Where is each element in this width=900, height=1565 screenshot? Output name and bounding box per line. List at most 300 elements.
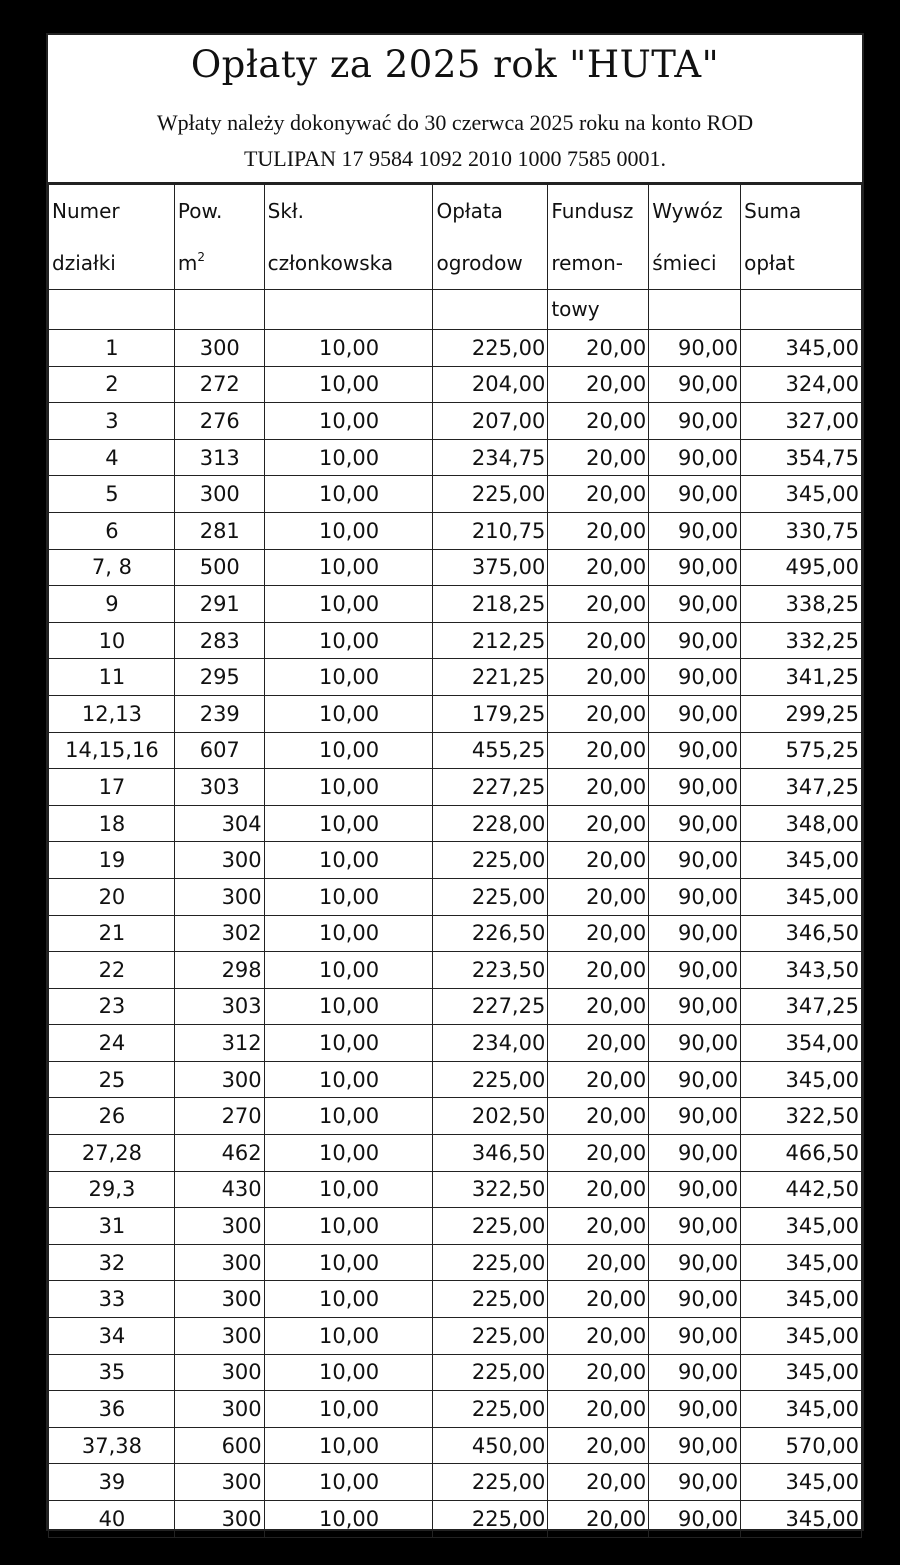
cell-skl: 10,00 — [264, 1171, 433, 1208]
cell-suma: 345,00 — [741, 330, 862, 367]
table-row — [49, 695, 862, 732]
cell-oplata: 225,00 — [433, 330, 548, 367]
cell-skl: 10,00 — [264, 330, 433, 367]
cell-numer: 1 — [49, 330, 175, 367]
table-row — [49, 769, 862, 806]
cell-wywoz: 90,00 — [649, 1244, 741, 1281]
cell-wywoz: 90,00 — [649, 732, 741, 769]
cell-skl: 10,00 — [264, 878, 433, 915]
header-fundusz — [548, 185, 649, 290]
header-wywoz-line1: Wywóz — [652, 199, 723, 223]
cell-fundusz: 20,00 — [548, 1135, 649, 1172]
cell-pow: 300 — [174, 1281, 264, 1318]
cell-wywoz: 90,00 — [649, 988, 741, 1025]
cell-suma: 345,00 — [741, 1501, 862, 1538]
cell-numer: 7, 8 — [49, 549, 175, 586]
cell-skl: 10,00 — [264, 988, 433, 1025]
cell-oplata: 346,50 — [433, 1135, 548, 1172]
cell-pow: 300 — [174, 1318, 264, 1355]
table-row — [49, 1464, 862, 1501]
cell-pow: 270 — [174, 1098, 264, 1135]
table-row — [49, 1281, 862, 1318]
cell-oplata: 225,00 — [433, 1061, 548, 1098]
header-wywoz-line2: śmieci — [652, 251, 717, 275]
cell-suma: 466,50 — [741, 1135, 862, 1172]
table-row — [49, 1244, 862, 1281]
header-blank — [433, 290, 548, 330]
cell-skl: 10,00 — [264, 769, 433, 806]
cell-pow: 300 — [174, 1464, 264, 1501]
cell-numer: 33 — [49, 1281, 175, 1318]
cell-skl: 10,00 — [264, 1464, 433, 1501]
cell-suma: 347,25 — [741, 769, 862, 806]
cell-wywoz: 90,00 — [649, 512, 741, 549]
cell-numer: 27,28 — [49, 1135, 175, 1172]
cell-suma: 347,25 — [741, 988, 862, 1025]
cell-fundusz: 20,00 — [548, 330, 649, 367]
table-row — [49, 952, 862, 989]
cell-wywoz: 90,00 — [649, 659, 741, 696]
table-row — [49, 915, 862, 952]
cell-wywoz: 90,00 — [649, 769, 741, 806]
cell-pow: 300 — [174, 1391, 264, 1428]
table-row — [49, 805, 862, 842]
cell-skl: 10,00 — [264, 1208, 433, 1245]
cell-oplata: 234,75 — [433, 439, 548, 476]
cell-pow: 300 — [174, 1354, 264, 1391]
cell-wywoz: 90,00 — [649, 1391, 741, 1428]
cell-wywoz: 90,00 — [649, 805, 741, 842]
fees-table — [48, 184, 862, 1538]
cell-oplata: 450,00 — [433, 1427, 548, 1464]
cell-numer: 18 — [49, 805, 175, 842]
payment-instructions-line1: Wpłaty należy dokonywać do 30 czerwca 2025 roku na konto ROD — [156, 110, 754, 135]
header-fundusz-line3: towy — [548, 290, 649, 330]
cell-fundusz: 20,00 — [548, 366, 649, 403]
cell-wywoz: 90,00 — [649, 1464, 741, 1501]
header-oplata-line1: Opłata — [436, 199, 503, 223]
cell-pow: 272 — [174, 366, 264, 403]
cell-pow: 298 — [174, 952, 264, 989]
payment-instructions — [48, 105, 862, 177]
cell-skl: 10,00 — [264, 1354, 433, 1391]
cell-wywoz: 90,00 — [649, 1025, 741, 1062]
cell-suma: 345,00 — [741, 1318, 862, 1355]
cell-skl: 10,00 — [264, 476, 433, 513]
cell-wywoz: 90,00 — [649, 366, 741, 403]
cell-pow: 303 — [174, 769, 264, 806]
cell-wywoz: 90,00 — [649, 842, 741, 879]
header-numer-line2: działki — [52, 251, 116, 275]
cell-fundusz: 20,00 — [548, 1098, 649, 1135]
cell-fundusz: 20,00 — [548, 1464, 649, 1501]
cell-wywoz: 90,00 — [649, 695, 741, 732]
cell-skl: 10,00 — [264, 659, 433, 696]
table-row — [49, 403, 862, 440]
cell-oplata: 227,25 — [433, 769, 548, 806]
cell-pow: 430 — [174, 1171, 264, 1208]
cell-pow: 304 — [174, 805, 264, 842]
header-skl-line2: członkowska — [267, 251, 394, 275]
cell-pow: 300 — [174, 1501, 264, 1538]
header-skl-line1: Skł. — [267, 199, 304, 223]
cell-numer: 21 — [49, 915, 175, 952]
table-row — [49, 1135, 862, 1172]
cell-skl: 10,00 — [264, 842, 433, 879]
cell-numer: 39 — [49, 1464, 175, 1501]
cell-suma: 442,50 — [741, 1171, 862, 1208]
cell-fundusz: 20,00 — [548, 1208, 649, 1245]
cell-wywoz: 90,00 — [649, 1318, 741, 1355]
cell-numer: 10 — [49, 622, 175, 659]
payment-instructions-line2: TULIPAN 17 9584 1092 2010 1000 7585 0001. — [243, 146, 667, 171]
cell-pow: 300 — [174, 476, 264, 513]
cell-oplata: 225,00 — [433, 1354, 548, 1391]
cell-suma: 345,00 — [741, 1244, 862, 1281]
title-block — [48, 35, 862, 184]
cell-fundusz: 20,00 — [548, 1391, 649, 1428]
table-row — [49, 1318, 862, 1355]
cell-skl: 10,00 — [264, 952, 433, 989]
cell-wywoz: 90,00 — [649, 1354, 741, 1391]
header-oplata — [433, 185, 548, 290]
cell-suma: 345,00 — [741, 842, 862, 879]
header-pow-unit-exp: 2 — [197, 250, 205, 264]
cell-oplata: 225,00 — [433, 1464, 548, 1501]
cell-suma: 346,50 — [741, 915, 862, 952]
header-suma-line2: opłat — [744, 251, 795, 275]
table-row — [49, 1098, 862, 1135]
cell-wywoz: 90,00 — [649, 1098, 741, 1135]
cell-skl: 10,00 — [264, 366, 433, 403]
cell-numer: 6 — [49, 512, 175, 549]
cell-skl: 10,00 — [264, 403, 433, 440]
table-row — [49, 988, 862, 1025]
cell-suma: 338,25 — [741, 586, 862, 623]
cell-fundusz: 20,00 — [548, 988, 649, 1025]
header-blank — [264, 290, 433, 330]
cell-oplata: 225,00 — [433, 842, 548, 879]
cell-numer: 29,3 — [49, 1171, 175, 1208]
cell-suma: 354,75 — [741, 439, 862, 476]
table-row — [49, 586, 862, 623]
cell-wywoz: 90,00 — [649, 1427, 741, 1464]
cell-oplata: 179,25 — [433, 695, 548, 732]
header-row-2 — [49, 290, 862, 330]
cell-numer: 34 — [49, 1318, 175, 1355]
cell-fundusz: 20,00 — [548, 1318, 649, 1355]
cell-oplata: 218,25 — [433, 586, 548, 623]
cell-fundusz: 20,00 — [548, 1281, 649, 1318]
cell-fundusz: 20,00 — [548, 586, 649, 623]
cell-wywoz: 90,00 — [649, 1281, 741, 1318]
cell-fundusz: 20,00 — [548, 1354, 649, 1391]
cell-pow: 300 — [174, 1061, 264, 1098]
cell-suma: 299,25 — [741, 695, 862, 732]
cell-numer: 19 — [49, 842, 175, 879]
table-row — [49, 1171, 862, 1208]
table-row — [49, 878, 862, 915]
table-row — [49, 1354, 862, 1391]
cell-suma: 324,00 — [741, 366, 862, 403]
cell-skl: 10,00 — [264, 512, 433, 549]
cell-skl: 10,00 — [264, 586, 433, 623]
header-pow-unit — [178, 237, 262, 289]
fees-table-body — [49, 185, 862, 1538]
cell-suma: 345,00 — [741, 1281, 862, 1318]
header-blank — [49, 290, 175, 330]
cell-wywoz: 90,00 — [649, 1061, 741, 1098]
cell-oplata: 221,25 — [433, 659, 548, 696]
cell-fundusz: 20,00 — [548, 659, 649, 696]
cell-skl: 10,00 — [264, 1061, 433, 1098]
header-oplata-line2: ogrodow — [436, 251, 523, 275]
cell-pow: 300 — [174, 1244, 264, 1281]
cell-oplata: 225,00 — [433, 1391, 548, 1428]
cell-pow: 281 — [174, 512, 264, 549]
cell-suma: 345,00 — [741, 1354, 862, 1391]
table-row — [49, 659, 862, 696]
cell-fundusz: 20,00 — [548, 1025, 649, 1062]
cell-numer: 20 — [49, 878, 175, 915]
cell-oplata: 225,00 — [433, 1208, 548, 1245]
table-row — [49, 512, 862, 549]
cell-skl: 10,00 — [264, 695, 433, 732]
cell-fundusz: 20,00 — [548, 1427, 649, 1464]
cell-skl: 10,00 — [264, 1391, 433, 1428]
cell-oplata: 225,00 — [433, 878, 548, 915]
cell-skl: 10,00 — [264, 1244, 433, 1281]
cell-fundusz: 20,00 — [548, 512, 649, 549]
table-row — [49, 330, 862, 367]
cell-wywoz: 90,00 — [649, 549, 741, 586]
cell-numer: 35 — [49, 1354, 175, 1391]
cell-wywoz: 90,00 — [649, 1208, 741, 1245]
cell-pow: 600 — [174, 1427, 264, 1464]
cell-fundusz: 20,00 — [548, 1244, 649, 1281]
header-numer-line1: Numer — [52, 199, 120, 223]
cell-suma: 570,00 — [741, 1427, 862, 1464]
cell-fundusz: 20,00 — [548, 549, 649, 586]
header-blank — [174, 290, 264, 330]
table-row — [49, 1501, 862, 1538]
cell-fundusz: 20,00 — [548, 842, 649, 879]
cell-suma: 330,75 — [741, 512, 862, 549]
cell-wywoz: 90,00 — [649, 403, 741, 440]
cell-skl: 10,00 — [264, 1098, 433, 1135]
cell-oplata: 227,25 — [433, 988, 548, 1025]
table-row — [49, 1061, 862, 1098]
cell-oplata: 223,50 — [433, 952, 548, 989]
cell-numer: 12,13 — [49, 695, 175, 732]
cell-skl: 10,00 — [264, 1318, 433, 1355]
cell-oplata: 375,00 — [433, 549, 548, 586]
cell-skl: 10,00 — [264, 622, 433, 659]
cell-pow: 313 — [174, 439, 264, 476]
cell-fundusz: 20,00 — [548, 915, 649, 952]
cell-numer: 24 — [49, 1025, 175, 1062]
cell-fundusz: 20,00 — [548, 878, 649, 915]
cell-oplata: 210,75 — [433, 512, 548, 549]
cell-oplata: 225,00 — [433, 1244, 548, 1281]
cell-oplata: 228,00 — [433, 805, 548, 842]
cell-wywoz: 90,00 — [649, 1135, 741, 1172]
cell-fundusz: 20,00 — [548, 805, 649, 842]
cell-numer: 40 — [49, 1501, 175, 1538]
cell-pow: 500 — [174, 549, 264, 586]
cell-pow: 283 — [174, 622, 264, 659]
cell-numer: 37,38 — [49, 1427, 175, 1464]
cell-fundusz: 20,00 — [548, 476, 649, 513]
header-wywoz — [649, 185, 741, 290]
cell-numer: 3 — [49, 403, 175, 440]
cell-fundusz: 20,00 — [548, 439, 649, 476]
cell-wywoz: 90,00 — [649, 1501, 741, 1538]
cell-pow: 462 — [174, 1135, 264, 1172]
cell-suma: 348,00 — [741, 805, 862, 842]
cell-suma: 341,25 — [741, 659, 862, 696]
cell-oplata: 322,50 — [433, 1171, 548, 1208]
cell-oplata: 455,25 — [433, 732, 548, 769]
cell-fundusz: 20,00 — [548, 695, 649, 732]
cell-pow: 291 — [174, 586, 264, 623]
cell-skl: 10,00 — [264, 805, 433, 842]
cell-pow: 239 — [174, 695, 264, 732]
cell-skl: 10,00 — [264, 915, 433, 952]
cell-skl: 10,00 — [264, 1025, 433, 1062]
cell-oplata: 207,00 — [433, 403, 548, 440]
cell-fundusz: 20,00 — [548, 1061, 649, 1098]
cell-suma: 332,25 — [741, 622, 862, 659]
cell-skl: 10,00 — [264, 732, 433, 769]
header-pow-unit-base: m — [177, 251, 198, 275]
header-pow — [174, 185, 264, 290]
cell-skl: 10,00 — [264, 549, 433, 586]
cell-numer: 26 — [49, 1098, 175, 1135]
cell-suma: 345,00 — [741, 1391, 862, 1428]
table-row — [49, 549, 862, 586]
cell-pow: 300 — [174, 878, 264, 915]
cell-skl: 10,00 — [264, 1427, 433, 1464]
header-blank — [741, 290, 862, 330]
cell-oplata: 202,50 — [433, 1098, 548, 1135]
header-blank — [649, 290, 741, 330]
cell-suma: 343,50 — [741, 952, 862, 989]
cell-suma: 322,50 — [741, 1098, 862, 1135]
cell-skl: 10,00 — [264, 1135, 433, 1172]
header-skl — [264, 185, 433, 290]
cell-numer: 17 — [49, 769, 175, 806]
cell-fundusz: 20,00 — [548, 403, 649, 440]
cell-numer: 11 — [49, 659, 175, 696]
cell-oplata: 225,00 — [433, 1318, 548, 1355]
cell-suma: 345,00 — [741, 1464, 862, 1501]
table-row — [49, 439, 862, 476]
cell-suma: 575,25 — [741, 732, 862, 769]
cell-skl: 10,00 — [264, 439, 433, 476]
cell-oplata: 225,00 — [433, 476, 548, 513]
cell-pow: 302 — [174, 915, 264, 952]
cell-skl: 10,00 — [264, 1501, 433, 1538]
fee-sheet — [46, 33, 864, 1531]
table-row — [49, 476, 862, 513]
table-row — [49, 1025, 862, 1062]
cell-oplata: 225,00 — [433, 1281, 548, 1318]
cell-numer: 4 — [49, 439, 175, 476]
cell-wywoz: 90,00 — [649, 1171, 741, 1208]
cell-fundusz: 20,00 — [548, 1171, 649, 1208]
cell-oplata: 234,00 — [433, 1025, 548, 1062]
cell-fundusz: 20,00 — [548, 732, 649, 769]
cell-pow: 276 — [174, 403, 264, 440]
cell-pow: 300 — [174, 842, 264, 879]
cell-suma: 354,00 — [741, 1025, 862, 1062]
cell-fundusz: 20,00 — [548, 1501, 649, 1538]
cell-oplata: 226,50 — [433, 915, 548, 952]
table-row — [49, 1208, 862, 1245]
cell-pow: 303 — [174, 988, 264, 1025]
cell-pow: 607 — [174, 732, 264, 769]
header-pow-line1: Pow. — [177, 199, 223, 223]
cell-numer: 36 — [49, 1391, 175, 1428]
cell-suma: 345,00 — [741, 878, 862, 915]
header-numer — [49, 185, 175, 290]
cell-numer: 23 — [49, 988, 175, 1025]
cell-wywoz: 90,00 — [649, 878, 741, 915]
cell-numer: 31 — [49, 1208, 175, 1245]
cell-pow: 295 — [174, 659, 264, 696]
header-row — [49, 185, 862, 290]
cell-wywoz: 90,00 — [649, 915, 741, 952]
cell-wywoz: 90,00 — [649, 622, 741, 659]
cell-fundusz: 20,00 — [548, 769, 649, 806]
table-row — [49, 842, 862, 879]
cell-wywoz: 90,00 — [649, 439, 741, 476]
cell-oplata: 212,25 — [433, 622, 548, 659]
header-suma-line1: Suma — [744, 199, 802, 223]
cell-skl: 10,00 — [264, 1281, 433, 1318]
cell-numer: 2 — [49, 366, 175, 403]
cell-numer: 9 — [49, 586, 175, 623]
cell-wywoz: 90,00 — [649, 476, 741, 513]
cell-suma: 345,00 — [741, 476, 862, 513]
cell-suma: 327,00 — [741, 403, 862, 440]
table-row — [49, 1427, 862, 1464]
header-suma — [741, 185, 862, 290]
cell-numer: 32 — [49, 1244, 175, 1281]
cell-suma: 345,00 — [741, 1061, 862, 1098]
cell-oplata: 225,00 — [433, 1501, 548, 1538]
table-row — [49, 366, 862, 403]
cell-pow: 312 — [174, 1025, 264, 1062]
header-fundusz-line2: remon- — [551, 251, 624, 275]
cell-fundusz: 20,00 — [548, 622, 649, 659]
header-fundusz-line1: Fundusz — [551, 199, 634, 223]
cell-numer: 5 — [49, 476, 175, 513]
cell-pow: 300 — [174, 1208, 264, 1245]
cell-fundusz: 20,00 — [548, 952, 649, 989]
cell-wywoz: 90,00 — [649, 330, 741, 367]
cell-numer: 14,15,16 — [49, 732, 175, 769]
cell-pow: 300 — [174, 330, 264, 367]
cell-suma: 345,00 — [741, 1208, 862, 1245]
table-row — [49, 622, 862, 659]
table-row — [49, 1391, 862, 1428]
cell-wywoz: 90,00 — [649, 952, 741, 989]
cell-wywoz: 90,00 — [649, 586, 741, 623]
page-title: Opłaty za 2025 rok "HUTA" — [190, 43, 720, 86]
cell-numer: 22 — [49, 952, 175, 989]
